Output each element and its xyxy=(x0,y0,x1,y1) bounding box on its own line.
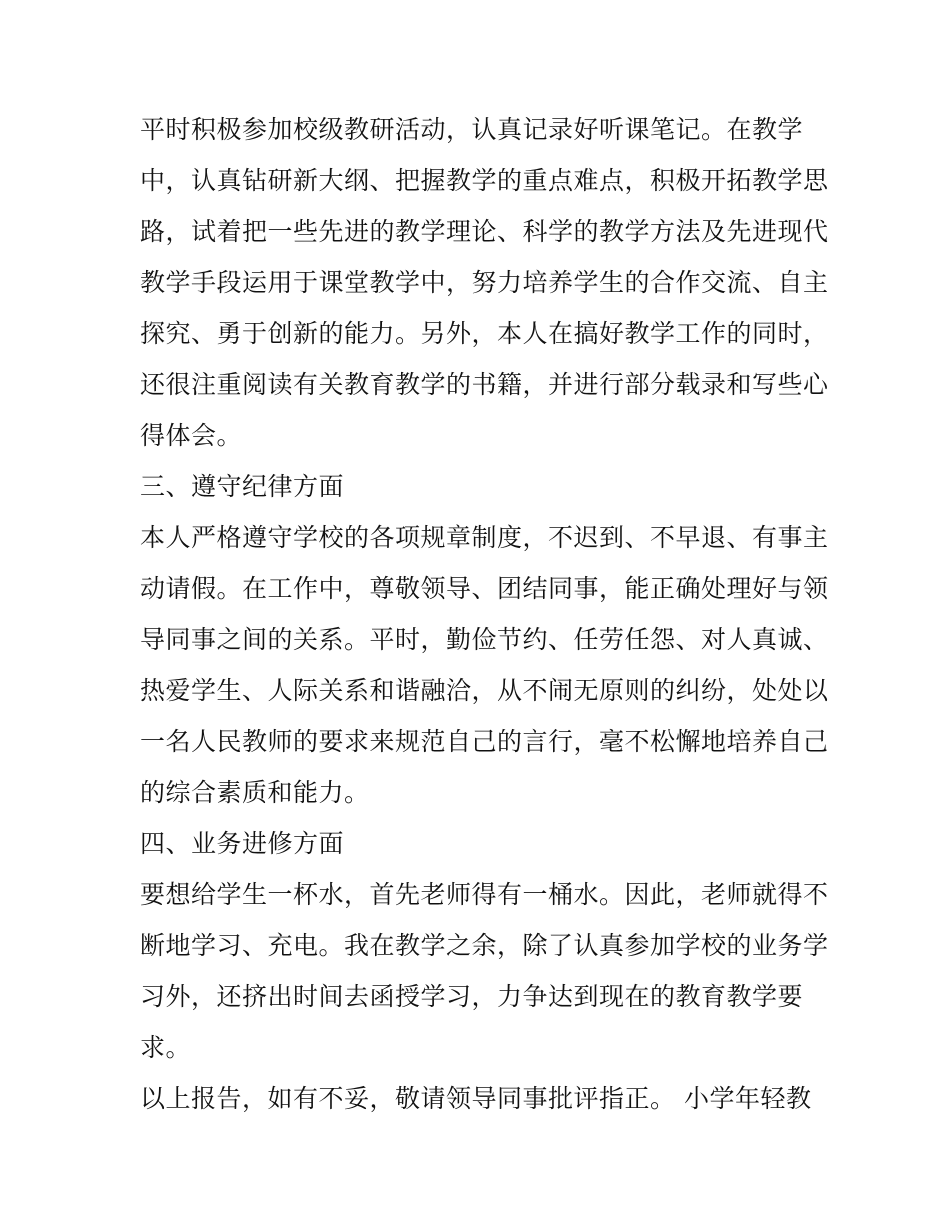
text-line: 导同事之间的关系。平时，勤俭节约、任劳任怨、对人真诚、 xyxy=(140,625,829,654)
text-line: 一名人民教师的要求来规范自己的言行，毫不松懈地培养自己 xyxy=(140,727,829,756)
text-line: 本人严格遵守学校的各项规章制度，不迟到、不早退、有事主 xyxy=(140,523,829,552)
text-line: 习外，还挤出时间去函授学习，力争达到现在的教育教学要 xyxy=(140,982,804,1011)
body-text xyxy=(140,108,830,1128)
text-line: 的综合素质和能力。 xyxy=(140,778,370,807)
text-line: 热爱学生、人际关系和谐融洽，从不闹无原则的纠纷，处处以 xyxy=(140,676,829,705)
text-line: 探究、勇于创新的能力。另外，本人在搞好教学工作的同时， xyxy=(140,319,829,348)
text-line: 还很注重阅读有关教育教学的书籍，并进行部分载录和写些心 xyxy=(140,370,829,399)
text-line: 要想给学生一杯水，首先老师得有一桶水。因此，老师就得不 xyxy=(140,880,829,909)
text-line: 动请假。在工作中，尊敬领导、团结同事，能正确处理好与领 xyxy=(140,574,829,603)
closing-line: 以上报告，如有不妥，敬请领导同事批评指正。 小学年轻教 xyxy=(140,1084,812,1113)
text-line: 路，试着把一些先进的教学理论、科学的教学方法及先进现代 xyxy=(140,217,829,246)
section-heading-discipline: 三、遵守纪律方面 xyxy=(140,472,345,501)
text-line: 教学手段运用于课堂教学中，努力培养学生的合作交流、自主 xyxy=(140,268,829,297)
text-line: 得体会。 xyxy=(140,421,243,450)
text-line: 平时积极参加校级教研活动，认真记录好听课笔记。在教学 xyxy=(140,115,804,144)
text-line: 求。 xyxy=(140,1033,192,1062)
text-line: 断地学习、充电。我在教学之余，除了认真参加学校的业务学 xyxy=(140,931,829,960)
text-line: 中，认真钻研新大纲、把握教学的重点难点，积极开拓教学思 xyxy=(140,166,829,195)
section-heading-study: 四、业务进修方面 xyxy=(140,829,345,858)
